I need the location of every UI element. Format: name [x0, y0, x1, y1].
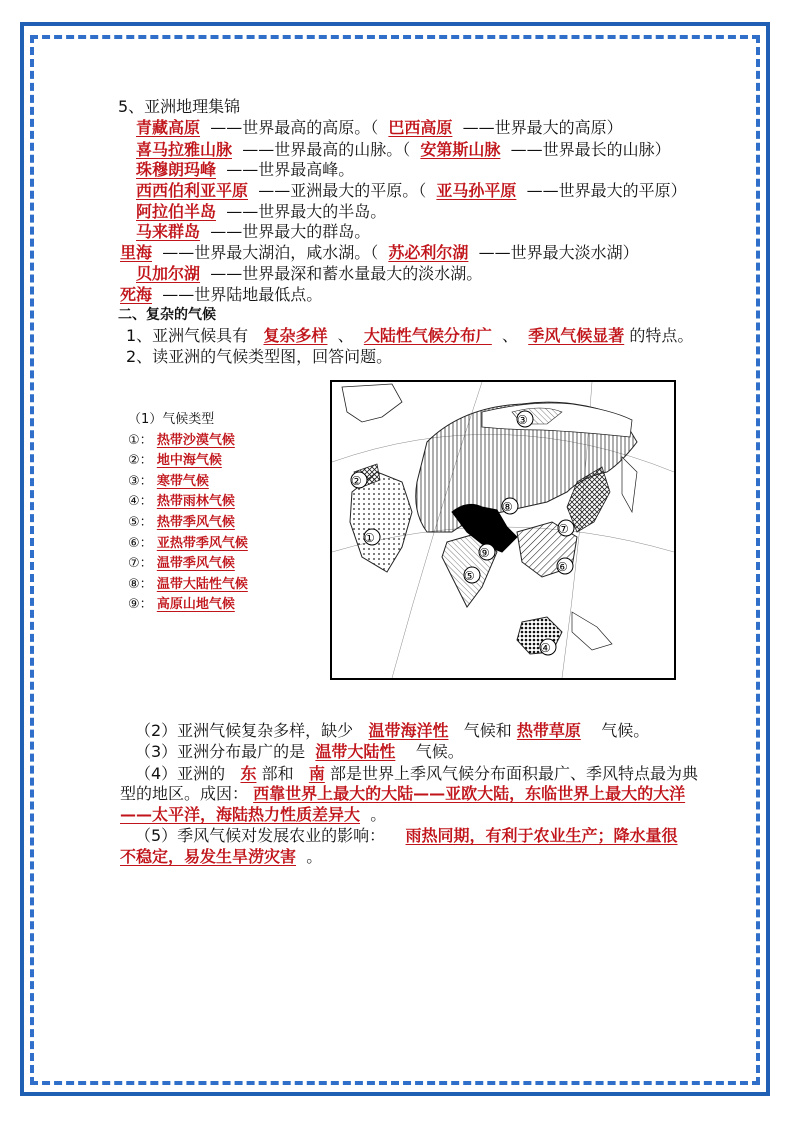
- q2-2-prefix: （2）亚洲气候复杂多样，缺少: [135, 721, 354, 740]
- question-2-5-line-2: [120, 847, 322, 867]
- question-2: 2、读亚洲的气候类型图，回答问题。: [126, 347, 393, 366]
- q2-5-answer-2: 不稳定，易发生旱涝灾害: [120, 847, 297, 866]
- q1-sep-1: 、: [337, 326, 354, 345]
- q2-4-cause-answer-2: ——太平洋，海陆热力性质差异大: [120, 805, 361, 824]
- legend-colon: ：: [139, 514, 153, 530]
- legend-row: [128, 595, 248, 616]
- legend-row: [128, 472, 248, 493]
- q2-2-suffix: 气候。: [601, 721, 650, 740]
- geo-fact-row: [136, 160, 354, 180]
- legend-colon: ：: [139, 453, 153, 469]
- legend-number: ⑤: [128, 514, 140, 530]
- q2-2-mid: 气候和: [463, 721, 512, 740]
- geo-fact-text: ——世界最大湖泊，咸水湖。（: [162, 243, 379, 262]
- geo-fact-answer: 死海: [120, 285, 153, 304]
- q2-5-answer-1: 雨热同期，有利于农业生产；降水量很: [405, 826, 678, 845]
- geo-fact-compare-text: ——世界最大淡水湖）: [478, 243, 639, 262]
- geo-fact-answer: 贝加尔湖: [136, 264, 201, 283]
- geo-fact-answer: 阿拉伯半岛: [136, 202, 217, 221]
- geo-fact-row: [136, 181, 687, 201]
- geo-fact-row: [120, 285, 322, 305]
- q1-prefix: 1、亚洲气候具有: [126, 326, 249, 345]
- geo-fact-compare-answer: 苏必利尔湖: [388, 243, 469, 262]
- q2-4-answer-1: 东: [240, 764, 257, 783]
- geo-fact-compare-text: ——世界最长的山脉）: [510, 140, 671, 159]
- legend-title: （1）气候类型: [128, 412, 215, 427]
- geo-fact-answer: 珠穆朗玛峰: [136, 160, 217, 179]
- climate-heading: 二、复杂的气候: [118, 307, 216, 323]
- geo-fact-answer: 西西伯利亚平原: [136, 181, 249, 200]
- legend-row: [128, 492, 248, 513]
- legend-answer: 高原山地气候: [156, 597, 235, 613]
- legend-number: ⑨: [128, 597, 140, 613]
- question-2-3: [135, 742, 464, 762]
- legend-colon: ：: [139, 494, 153, 510]
- legend-answer: 温带大陆性气候: [156, 576, 248, 592]
- legend-number: ⑥: [128, 535, 140, 551]
- legend-answer: 热带季风气候: [156, 514, 235, 530]
- q2-5-end: 。: [306, 847, 323, 866]
- legend-answer: 地中海气候: [156, 453, 222, 469]
- q2-4-suffix: 部是世界上季风气候分布面积最广、季风特点最为典: [329, 764, 698, 783]
- legend-row: [128, 513, 248, 534]
- legend-row: [128, 534, 248, 555]
- geo-fact-text: ——世界最大的半岛。: [226, 202, 387, 221]
- geo-fact-text: ——世界最高峰。: [226, 160, 355, 179]
- geo-fact-compare-answer: 亚马孙平原: [436, 181, 517, 200]
- geo-fact-compare-text: ——世界最大的高原）: [462, 118, 623, 137]
- q2-4-mid: 部和: [261, 764, 294, 783]
- question-2-4-line-3: [120, 805, 386, 825]
- q1-suffix: 的特点。: [629, 326, 694, 345]
- legend-number: ③: [128, 473, 140, 489]
- legend-row: [128, 575, 248, 596]
- geo-fact-text: ——世界最深和蓄水量最大的淡水湖。: [210, 264, 483, 283]
- geo-fact-text: ——世界陆地最低点。: [162, 285, 323, 304]
- legend-row: [128, 451, 248, 472]
- legend-number: ⑦: [128, 556, 140, 572]
- q2-3-prefix: （3）亚洲分布最广的是: [135, 742, 306, 761]
- q2-4-prefix: （4）亚洲的: [135, 764, 226, 783]
- question-2-2: [135, 721, 649, 741]
- q2-2-answer-1: 温带海洋性: [368, 721, 449, 740]
- geo-fact-row: [136, 202, 386, 222]
- q2-3-answer: 温带大陆性: [315, 742, 396, 761]
- q1-answer-3: 季风气候显著: [528, 326, 625, 345]
- legend-rows: [128, 431, 248, 616]
- geo-fact-row: [120, 243, 639, 263]
- q2-4-answer-2: 南: [308, 764, 325, 783]
- legend-number: ⑧: [128, 576, 140, 592]
- map-label-9: ⑨: [479, 546, 490, 560]
- question-2-5: [135, 826, 678, 846]
- q2-4-cause-answer: 西靠世界上最大的大陆——亚欧大陆，东临世界上最大的大洋: [253, 784, 686, 803]
- geo-fact-compare-text: ——世界最大的平原）: [526, 181, 687, 200]
- geo-fact-row: [136, 118, 623, 138]
- legend-answer: 寒带气候: [156, 473, 209, 489]
- geo-fact-answer: 喜马拉雅山脉: [136, 140, 233, 159]
- geo-fact-compare-answer: 安第斯山脉: [420, 140, 501, 159]
- legend-row: [128, 554, 248, 575]
- geo-fact-row: [136, 140, 671, 160]
- legend-row: [128, 431, 248, 452]
- q1-answer-1: 复杂多样: [263, 326, 328, 345]
- question-1: [126, 326, 693, 346]
- legend-answer: 温带季风气候: [156, 556, 235, 572]
- q2-5-prefix: （5）季风气候对发展农业的影响：: [135, 826, 386, 845]
- legend-answer: 热带沙漠气候: [156, 432, 235, 448]
- geo-fact-compare-answer: 巴西高原: [388, 118, 453, 137]
- q2-3-suffix: 气候。: [415, 742, 464, 761]
- europe-outline: [342, 384, 402, 422]
- legend-number: ①: [128, 432, 140, 448]
- map-label-4: ④: [540, 641, 551, 655]
- legend-number: ④: [128, 494, 140, 510]
- geo-fact-answer: 里海: [120, 243, 153, 262]
- map-label-2: ②: [351, 474, 362, 488]
- asia-map-svg: [332, 382, 674, 678]
- geo-fact-text: ——亚洲最大的平原。（: [258, 181, 427, 200]
- map-label-5: ⑤: [464, 569, 475, 583]
- legend-colon: ：: [139, 597, 153, 613]
- legend-colon: ：: [139, 432, 153, 448]
- map-label-6: ⑥: [557, 560, 568, 574]
- geo-fact-text: ——世界最高的高原。（: [210, 118, 379, 137]
- q2-4-cause-label: 型的地区。成因：: [120, 784, 249, 803]
- legend-colon: ：: [139, 576, 153, 592]
- legend-answer: 亚热带季风气候: [156, 535, 248, 551]
- q2-4-end: 。: [370, 805, 387, 824]
- q2-2-answer-2: 热带草原: [516, 721, 581, 740]
- map-label-3: ③: [517, 413, 528, 427]
- q1-sep-2: 、: [502, 326, 519, 345]
- climate-legend: [128, 410, 248, 616]
- geo-fact-row: [136, 222, 370, 242]
- legend-colon: ：: [139, 535, 153, 551]
- map-label-8: ⑧: [502, 500, 513, 514]
- question-2-4: [135, 764, 698, 784]
- geo-fact-answer: 马来群岛: [136, 222, 201, 241]
- geo-fact-text: ——世界最大的群岛。: [210, 222, 371, 241]
- geo-fact-row: [136, 264, 482, 284]
- legend-answer: 热带雨林气候: [156, 494, 235, 510]
- map-label-1: ①: [364, 531, 375, 545]
- geo-fact-answer: 青藏高原: [136, 118, 201, 137]
- q1-answer-2: 大陆性气候分布广: [363, 326, 492, 345]
- question-2-4-line-2: [120, 784, 685, 804]
- section-5-title: 5、亚洲地理集锦: [118, 97, 241, 116]
- legend-number: ②: [128, 453, 140, 469]
- map-label-7: ⑦: [558, 522, 569, 536]
- legend-colon: ：: [139, 473, 153, 489]
- asia-climate-map: [330, 380, 676, 680]
- legend-colon: ：: [139, 556, 153, 572]
- geo-fact-text: ——世界最高的山脉。（: [242, 140, 411, 159]
